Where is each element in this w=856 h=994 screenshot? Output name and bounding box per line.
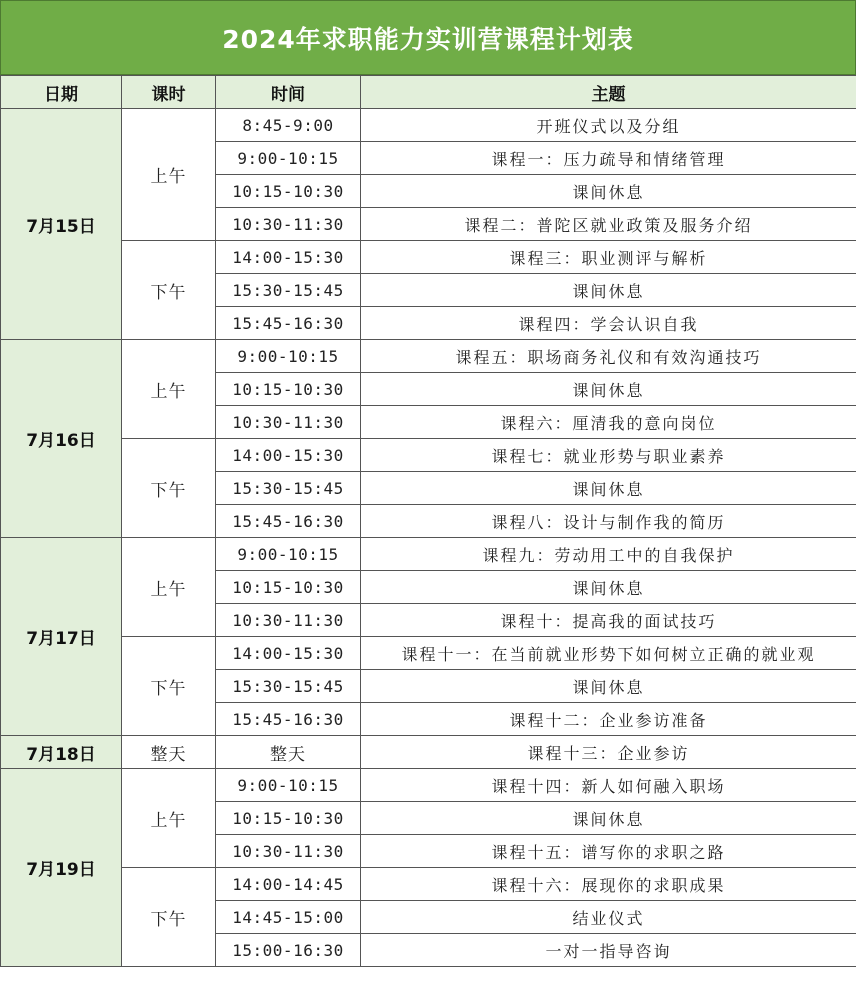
- time-cell: 10:30-11:30: [216, 406, 361, 439]
- topic-cell: 课程七：就业形势与职业素养: [361, 439, 856, 472]
- time-cell: 9:00-10:15: [216, 769, 361, 802]
- time-cell: 15:30-15:45: [216, 274, 361, 307]
- topic-cell: 课间休息: [361, 670, 856, 703]
- table-row: [1, 637, 856, 670]
- period-cell: 上午: [122, 538, 216, 637]
- time-cell: 10:15-10:30: [216, 175, 361, 208]
- time-cell: 15:45-16:30: [216, 703, 361, 736]
- topic-cell: 课间休息: [361, 175, 856, 208]
- topic-cell: 课程十六：展现你的求职成果: [361, 868, 856, 901]
- topic-cell: 开班仪式以及分组: [361, 109, 856, 142]
- topic-cell: 课程九：劳动用工中的自我保护: [361, 538, 856, 571]
- period-cell: 下午: [122, 241, 216, 340]
- time-cell: 10:15-10:30: [216, 802, 361, 835]
- time-cell: 14:00-15:30: [216, 637, 361, 670]
- date-cell: 7月18日: [1, 736, 122, 769]
- topic-cell: 课程十二：企业参访准备: [361, 703, 856, 736]
- table-header-row: [1, 76, 856, 109]
- time-cell: 15:45-16:30: [216, 505, 361, 538]
- page-title: 2024年求职能力实训营课程计划表: [0, 0, 856, 75]
- time-cell: 15:00-16:30: [216, 934, 361, 967]
- topic-cell: 课间休息: [361, 274, 856, 307]
- period-cell: 下午: [122, 868, 216, 967]
- header-topic: 主题: [361, 76, 856, 109]
- period-cell: 下午: [122, 439, 216, 538]
- topic-cell: 课程十：提高我的面试技巧: [361, 604, 856, 637]
- table-row: [1, 736, 856, 769]
- period-cell: 上午: [122, 340, 216, 439]
- topic-cell: 课间休息: [361, 373, 856, 406]
- table-row: [1, 538, 856, 571]
- topic-cell: 一对一指导咨询: [361, 934, 856, 967]
- header-time: 时间: [216, 76, 361, 109]
- time-cell: 9:00-10:15: [216, 538, 361, 571]
- time-cell: 9:00-10:15: [216, 340, 361, 373]
- period-cell: 下午: [122, 637, 216, 736]
- time-cell: 10:30-11:30: [216, 835, 361, 868]
- table-row: [1, 109, 856, 142]
- table-row: [1, 340, 856, 373]
- topic-cell: 课间休息: [361, 472, 856, 505]
- topic-cell: 课间休息: [361, 802, 856, 835]
- time-cell: 8:45-9:00: [216, 109, 361, 142]
- topic-cell: 课程二：普陀区就业政策及服务介绍: [361, 208, 856, 241]
- time-cell: 整天: [216, 736, 361, 769]
- date-cell: 7月15日: [1, 109, 122, 340]
- table-row: [1, 769, 856, 802]
- header-date: 日期: [1, 76, 122, 109]
- topic-cell: 课程十一：在当前就业形势下如何树立正确的就业观: [361, 637, 856, 670]
- topic-cell: 结业仪式: [361, 901, 856, 934]
- topic-cell: 课程六：厘清我的意向岗位: [361, 406, 856, 439]
- period-cell: 上午: [122, 109, 216, 241]
- date-cell: 7月19日: [1, 769, 122, 967]
- time-cell: 15:30-15:45: [216, 472, 361, 505]
- period-cell: 整天: [122, 736, 216, 769]
- date-cell: 7月17日: [1, 538, 122, 736]
- table-row: [1, 439, 856, 472]
- table-row: [1, 241, 856, 274]
- time-cell: 15:30-15:45: [216, 670, 361, 703]
- time-cell: 14:00-15:30: [216, 439, 361, 472]
- period-cell: 上午: [122, 769, 216, 868]
- time-cell: 10:30-11:30: [216, 604, 361, 637]
- time-cell: 10:15-10:30: [216, 373, 361, 406]
- time-cell: 10:15-10:30: [216, 571, 361, 604]
- topic-cell: 课间休息: [361, 571, 856, 604]
- topic-cell: 课程四：学会认识自我: [361, 307, 856, 340]
- time-cell: 14:00-15:30: [216, 241, 361, 274]
- topic-cell: 课程三：职业测评与解析: [361, 241, 856, 274]
- topic-cell: 课程十五：谱写你的求职之路: [361, 835, 856, 868]
- table-row: [1, 868, 856, 901]
- time-cell: 10:30-11:30: [216, 208, 361, 241]
- topic-cell: 课程十四：新人如何融入职场: [361, 769, 856, 802]
- topic-cell: 课程八：设计与制作我的简历: [361, 505, 856, 538]
- topic-cell: 课程十三：企业参访: [361, 736, 856, 769]
- time-cell: 14:00-14:45: [216, 868, 361, 901]
- topic-cell: 课程一：压力疏导和情绪管理: [361, 142, 856, 175]
- header-period: 课时: [122, 76, 216, 109]
- date-cell: 7月16日: [1, 340, 122, 538]
- time-cell: 15:45-16:30: [216, 307, 361, 340]
- time-cell: 9:00-10:15: [216, 142, 361, 175]
- schedule-table: [0, 75, 856, 967]
- time-cell: 14:45-15:00: [216, 901, 361, 934]
- topic-cell: 课程五：职场商务礼仪和有效沟通技巧: [361, 340, 856, 373]
